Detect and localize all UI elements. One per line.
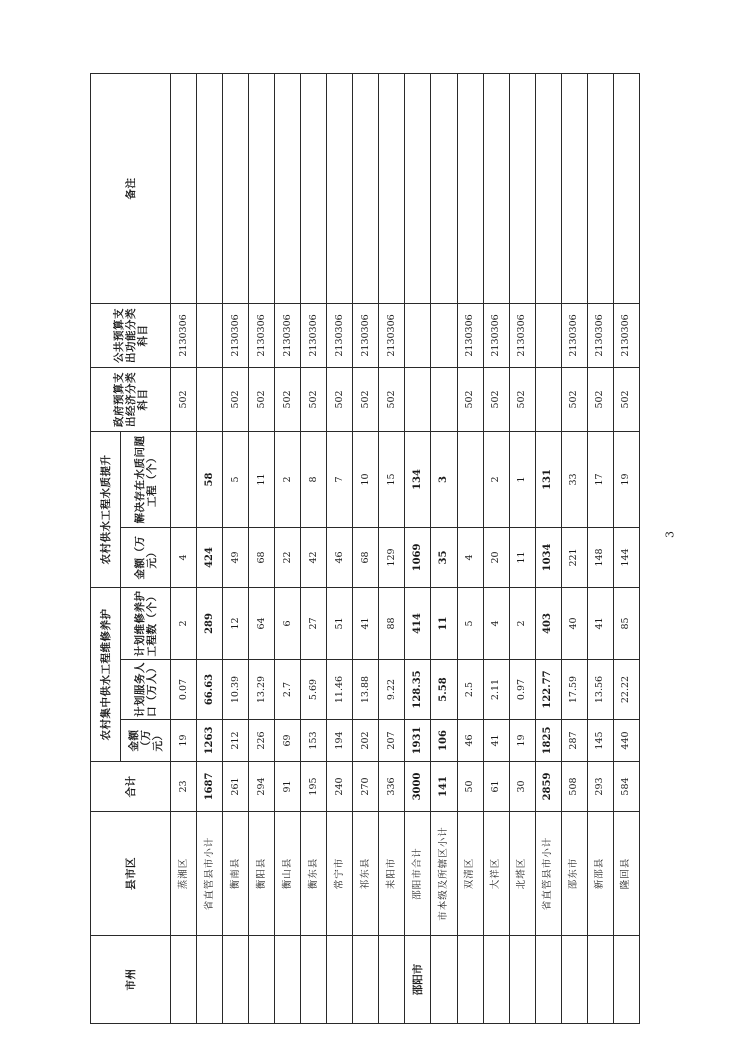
cell-projects-a: 5 bbox=[457, 587, 483, 659]
cell-county: 衡南县 bbox=[223, 812, 249, 936]
cell-total: 294 bbox=[249, 762, 275, 812]
cell-func-class: 2130306 bbox=[587, 303, 613, 367]
cell-econ-class: 502 bbox=[353, 367, 379, 431]
header-total: 合计 bbox=[91, 762, 171, 812]
cell-population: 2.11 bbox=[483, 660, 509, 720]
cell-remark bbox=[587, 73, 613, 303]
cell-amount-a: 1825 bbox=[535, 720, 561, 762]
cell-econ-class bbox=[197, 367, 223, 431]
cell-county: 祁东县 bbox=[353, 812, 379, 936]
cell-total: 584 bbox=[613, 762, 639, 812]
cell-total: 293 bbox=[587, 762, 613, 812]
cell-total: 141 bbox=[431, 762, 457, 812]
cell-county: 耒阳市 bbox=[379, 812, 405, 936]
cell-total: 50 bbox=[457, 762, 483, 812]
cell-func-class: 2130306 bbox=[249, 303, 275, 367]
cell-city bbox=[431, 936, 457, 1024]
cell-projects-b: 8 bbox=[301, 431, 327, 527]
cell-func-class: 2130306 bbox=[613, 303, 639, 367]
cell-amount-a: 287 bbox=[561, 720, 587, 762]
cell-population: 13.56 bbox=[587, 660, 613, 720]
cell-city bbox=[613, 936, 639, 1024]
cell-econ-class: 502 bbox=[613, 367, 639, 431]
table-row bbox=[353, 73, 379, 1023]
cell-econ-class: 502 bbox=[587, 367, 613, 431]
cell-remark bbox=[457, 73, 483, 303]
cell-projects-a: 403 bbox=[535, 587, 561, 659]
cell-amount-b: 4 bbox=[457, 527, 483, 587]
cell-amount-a: 153 bbox=[301, 720, 327, 762]
cell-projects-b: 3 bbox=[431, 431, 457, 527]
cell-county: 大祥区 bbox=[483, 812, 509, 936]
cell-remark bbox=[249, 73, 275, 303]
header-city: 市州 bbox=[91, 936, 171, 1024]
cell-func-class: 2130306 bbox=[509, 303, 535, 367]
table-row bbox=[613, 73, 639, 1023]
cell-econ-class bbox=[431, 367, 457, 431]
cell-projects-a: 2 bbox=[509, 587, 535, 659]
cell-func-class: 2130306 bbox=[379, 303, 405, 367]
cell-projects-a: 41 bbox=[587, 587, 613, 659]
cell-projects-b bbox=[171, 431, 197, 527]
table-row bbox=[587, 73, 613, 1023]
cell-total: 270 bbox=[353, 762, 379, 812]
cell-projects-b: 2 bbox=[483, 431, 509, 527]
cell-func-class: 2130306 bbox=[223, 303, 249, 367]
table-row bbox=[509, 73, 535, 1023]
cell-remark bbox=[353, 73, 379, 303]
header-group-quality: 农村供水工程水质提升 bbox=[91, 431, 121, 587]
cell-population: 122.77 bbox=[535, 660, 561, 720]
cell-amount-a: 202 bbox=[353, 720, 379, 762]
cell-remark bbox=[431, 73, 457, 303]
cell-city: 邵阳市 bbox=[405, 936, 431, 1024]
table-row bbox=[301, 73, 327, 1023]
cell-projects-a: 40 bbox=[561, 587, 587, 659]
cell-remark bbox=[223, 73, 249, 303]
cell-econ-class: 502 bbox=[509, 367, 535, 431]
cell-amount-b: 4 bbox=[171, 527, 197, 587]
cell-population: 0.97 bbox=[509, 660, 535, 720]
cell-econ-class: 502 bbox=[301, 367, 327, 431]
cell-city bbox=[509, 936, 535, 1024]
cell-econ-class bbox=[535, 367, 561, 431]
cell-remark bbox=[535, 73, 561, 303]
cell-total: 2859 bbox=[535, 762, 561, 812]
table-row bbox=[327, 73, 353, 1023]
table-body bbox=[171, 73, 640, 1023]
cell-projects-b: 33 bbox=[561, 431, 587, 527]
cell-total: 336 bbox=[379, 762, 405, 812]
cell-city bbox=[535, 936, 561, 1024]
cell-amount-a: 19 bbox=[509, 720, 535, 762]
table-row bbox=[483, 73, 509, 1023]
cell-remark bbox=[301, 73, 327, 303]
cell-county: 邵阳市合计 bbox=[405, 812, 431, 936]
cell-func-class: 2130306 bbox=[457, 303, 483, 367]
cell-projects-a: 51 bbox=[327, 587, 353, 659]
cell-total: 61 bbox=[483, 762, 509, 812]
cell-city bbox=[197, 936, 223, 1024]
cell-population: 128.35 bbox=[405, 660, 431, 720]
cell-amount-b: 144 bbox=[613, 527, 639, 587]
cell-amount-a: 41 bbox=[483, 720, 509, 762]
header-group-maintenance: 农村集中供水工程维修养护 bbox=[91, 587, 121, 761]
cell-projects-a: 41 bbox=[353, 587, 379, 659]
cell-projects-b: 134 bbox=[405, 431, 431, 527]
cell-county: 省直管县市小计 bbox=[197, 812, 223, 936]
cell-projects-a: 2 bbox=[171, 587, 197, 659]
header-served-population: 计划服务人口（万人） bbox=[121, 660, 171, 720]
cell-projects-b: 19 bbox=[613, 431, 639, 527]
cell-func-class: 2130306 bbox=[561, 303, 587, 367]
cell-projects-b: 7 bbox=[327, 431, 353, 527]
header-amount-a: 金额（万元） bbox=[121, 720, 171, 762]
cell-projects-b: 17 bbox=[587, 431, 613, 527]
cell-county: 双清区 bbox=[457, 812, 483, 936]
cell-remark bbox=[405, 73, 431, 303]
cell-total: 1687 bbox=[197, 762, 223, 812]
cell-amount-a: 440 bbox=[613, 720, 639, 762]
cell-func-class bbox=[431, 303, 457, 367]
cell-county: 邵东市 bbox=[561, 812, 587, 936]
cell-city bbox=[587, 936, 613, 1024]
cell-func-class bbox=[197, 303, 223, 367]
cell-amount-b: 68 bbox=[249, 527, 275, 587]
cell-func-class bbox=[535, 303, 561, 367]
cell-amount-b: 1034 bbox=[535, 527, 561, 587]
cell-total: 508 bbox=[561, 762, 587, 812]
cell-amount-a: 212 bbox=[223, 720, 249, 762]
cell-projects-a: 88 bbox=[379, 587, 405, 659]
cell-projects-b: 58 bbox=[197, 431, 223, 527]
cell-city bbox=[249, 936, 275, 1024]
cell-projects-a: 27 bbox=[301, 587, 327, 659]
cell-county: 隆回县 bbox=[613, 812, 639, 936]
cell-remark bbox=[483, 73, 509, 303]
cell-city bbox=[561, 936, 587, 1024]
table-row bbox=[249, 73, 275, 1023]
header-func-class: 公共预算支出功能分类科目 bbox=[91, 303, 171, 367]
cell-population: 2.7 bbox=[275, 660, 301, 720]
header-county: 县市区 bbox=[91, 812, 171, 936]
cell-func-class: 2130306 bbox=[171, 303, 197, 367]
table-row bbox=[223, 73, 249, 1023]
cell-econ-class: 502 bbox=[223, 367, 249, 431]
cell-population: 5.58 bbox=[431, 660, 457, 720]
cell-projects-b: 131 bbox=[535, 431, 561, 527]
cell-projects-a: 64 bbox=[249, 587, 275, 659]
cell-amount-a: 145 bbox=[587, 720, 613, 762]
cell-remark bbox=[171, 73, 197, 303]
cell-amount-b: 46 bbox=[327, 527, 353, 587]
table-row bbox=[431, 73, 457, 1023]
header-maintenance-projects: 计划维修养护工程数（个） bbox=[121, 587, 171, 659]
cell-population: 2.5 bbox=[457, 660, 483, 720]
cell-total: 91 bbox=[275, 762, 301, 812]
cell-amount-b: 42 bbox=[301, 527, 327, 587]
table-row bbox=[379, 73, 405, 1023]
cell-econ-class: 502 bbox=[171, 367, 197, 431]
cell-amount-a: 19 bbox=[171, 720, 197, 762]
cell-amount-a: 1931 bbox=[405, 720, 431, 762]
cell-amount-b: 20 bbox=[483, 527, 509, 587]
cell-func-class bbox=[405, 303, 431, 367]
cell-econ-class: 502 bbox=[249, 367, 275, 431]
table-row bbox=[535, 73, 561, 1023]
cell-city bbox=[275, 936, 301, 1024]
cell-econ-class: 502 bbox=[457, 367, 483, 431]
cell-econ-class: 502 bbox=[275, 367, 301, 431]
cell-county: 省直管县市小计 bbox=[535, 812, 561, 936]
cell-amount-b: 148 bbox=[587, 527, 613, 587]
cell-amount-b: 49 bbox=[223, 527, 249, 587]
cell-projects-a: 414 bbox=[405, 587, 431, 659]
cell-amount-a: 46 bbox=[457, 720, 483, 762]
table-row bbox=[171, 73, 197, 1023]
cell-population: 22.22 bbox=[613, 660, 639, 720]
cell-projects-a: 85 bbox=[613, 587, 639, 659]
cell-projects-b: 5 bbox=[223, 431, 249, 527]
cell-remark bbox=[613, 73, 639, 303]
cell-amount-b: 22 bbox=[275, 527, 301, 587]
cell-econ-class bbox=[405, 367, 431, 431]
cell-func-class: 2130306 bbox=[483, 303, 509, 367]
cell-func-class: 2130306 bbox=[275, 303, 301, 367]
cell-city bbox=[353, 936, 379, 1024]
cell-population: 0.07 bbox=[171, 660, 197, 720]
cell-econ-class: 502 bbox=[327, 367, 353, 431]
header-econ-class: 政府预算支出经济分类科目 bbox=[91, 367, 171, 431]
cell-county: 北塔区 bbox=[509, 812, 535, 936]
cell-amount-a: 1263 bbox=[197, 720, 223, 762]
cell-amount-a: 106 bbox=[431, 720, 457, 762]
cell-econ-class: 502 bbox=[561, 367, 587, 431]
cell-remark bbox=[275, 73, 301, 303]
cell-amount-b: 129 bbox=[379, 527, 405, 587]
cell-population: 10.39 bbox=[223, 660, 249, 720]
header-row-1 bbox=[91, 73, 121, 1023]
cell-func-class: 2130306 bbox=[327, 303, 353, 367]
cell-amount-b: 11 bbox=[509, 527, 535, 587]
cell-amount-b: 424 bbox=[197, 527, 223, 587]
table-row bbox=[457, 73, 483, 1023]
cell-amount-a: 207 bbox=[379, 720, 405, 762]
cell-city bbox=[327, 936, 353, 1024]
cell-projects-b: 2 bbox=[275, 431, 301, 527]
cell-city bbox=[379, 936, 405, 1024]
header-amount-b: 金额（万元） bbox=[121, 527, 171, 587]
cell-population: 13.88 bbox=[353, 660, 379, 720]
table-row bbox=[197, 73, 223, 1023]
cell-total: 3000 bbox=[405, 762, 431, 812]
cell-func-class: 2130306 bbox=[301, 303, 327, 367]
table-row bbox=[561, 73, 587, 1023]
cell-population: 17.59 bbox=[561, 660, 587, 720]
rotated-table-container bbox=[90, 74, 640, 1024]
table-row bbox=[275, 73, 301, 1023]
cell-total: 30 bbox=[509, 762, 535, 812]
cell-population: 11.46 bbox=[327, 660, 353, 720]
cell-projects-a: 6 bbox=[275, 587, 301, 659]
cell-county: 常宁市 bbox=[327, 812, 353, 936]
cell-remark bbox=[561, 73, 587, 303]
cell-total: 261 bbox=[223, 762, 249, 812]
cell-remark bbox=[197, 73, 223, 303]
header-remarks: 备注 bbox=[91, 73, 171, 303]
cell-total: 240 bbox=[327, 762, 353, 812]
cell-city bbox=[483, 936, 509, 1024]
cell-projects-b: 10 bbox=[353, 431, 379, 527]
cell-total: 23 bbox=[171, 762, 197, 812]
cell-population: 13.29 bbox=[249, 660, 275, 720]
cell-county: 蒸湘区 bbox=[171, 812, 197, 936]
cell-remark bbox=[379, 73, 405, 303]
cell-projects-b: 11 bbox=[249, 431, 275, 527]
cell-remark bbox=[509, 73, 535, 303]
cell-city bbox=[457, 936, 483, 1024]
table-row bbox=[405, 73, 431, 1023]
cell-city bbox=[171, 936, 197, 1024]
cell-city bbox=[301, 936, 327, 1024]
cell-amount-a: 194 bbox=[327, 720, 353, 762]
cell-amount-a: 69 bbox=[275, 720, 301, 762]
cell-county: 市本级及所辖区小计 bbox=[431, 812, 457, 936]
cell-econ-class: 502 bbox=[379, 367, 405, 431]
cell-city bbox=[223, 936, 249, 1024]
cell-county: 新邵县 bbox=[587, 812, 613, 936]
cell-projects-a: 289 bbox=[197, 587, 223, 659]
cell-econ-class: 502 bbox=[483, 367, 509, 431]
page-number: 3 bbox=[663, 531, 677, 538]
cell-population: 9.22 bbox=[379, 660, 405, 720]
cell-projects-a: 12 bbox=[223, 587, 249, 659]
cell-county: 衡东县 bbox=[301, 812, 327, 936]
cell-amount-a: 226 bbox=[249, 720, 275, 762]
cell-county: 衡山县 bbox=[275, 812, 301, 936]
cell-population: 66.63 bbox=[197, 660, 223, 720]
cell-amount-b: 35 bbox=[431, 527, 457, 587]
cell-population: 5.69 bbox=[301, 660, 327, 720]
header-quality-projects: 解决存在水质问题工程（个） bbox=[121, 431, 171, 527]
cell-amount-b: 1069 bbox=[405, 527, 431, 587]
cell-county: 衡阳县 bbox=[249, 812, 275, 936]
cell-total: 195 bbox=[301, 762, 327, 812]
funding-table bbox=[90, 73, 640, 1024]
cell-amount-b: 221 bbox=[561, 527, 587, 587]
table-header bbox=[91, 73, 171, 1023]
cell-projects-a: 4 bbox=[483, 587, 509, 659]
cell-projects-b: 1 bbox=[509, 431, 535, 527]
cell-projects-b bbox=[457, 431, 483, 527]
cell-remark bbox=[327, 73, 353, 303]
cell-func-class: 2130306 bbox=[353, 303, 379, 367]
cell-amount-b: 68 bbox=[353, 527, 379, 587]
cell-projects-b: 15 bbox=[379, 431, 405, 527]
cell-projects-a: 11 bbox=[431, 587, 457, 659]
